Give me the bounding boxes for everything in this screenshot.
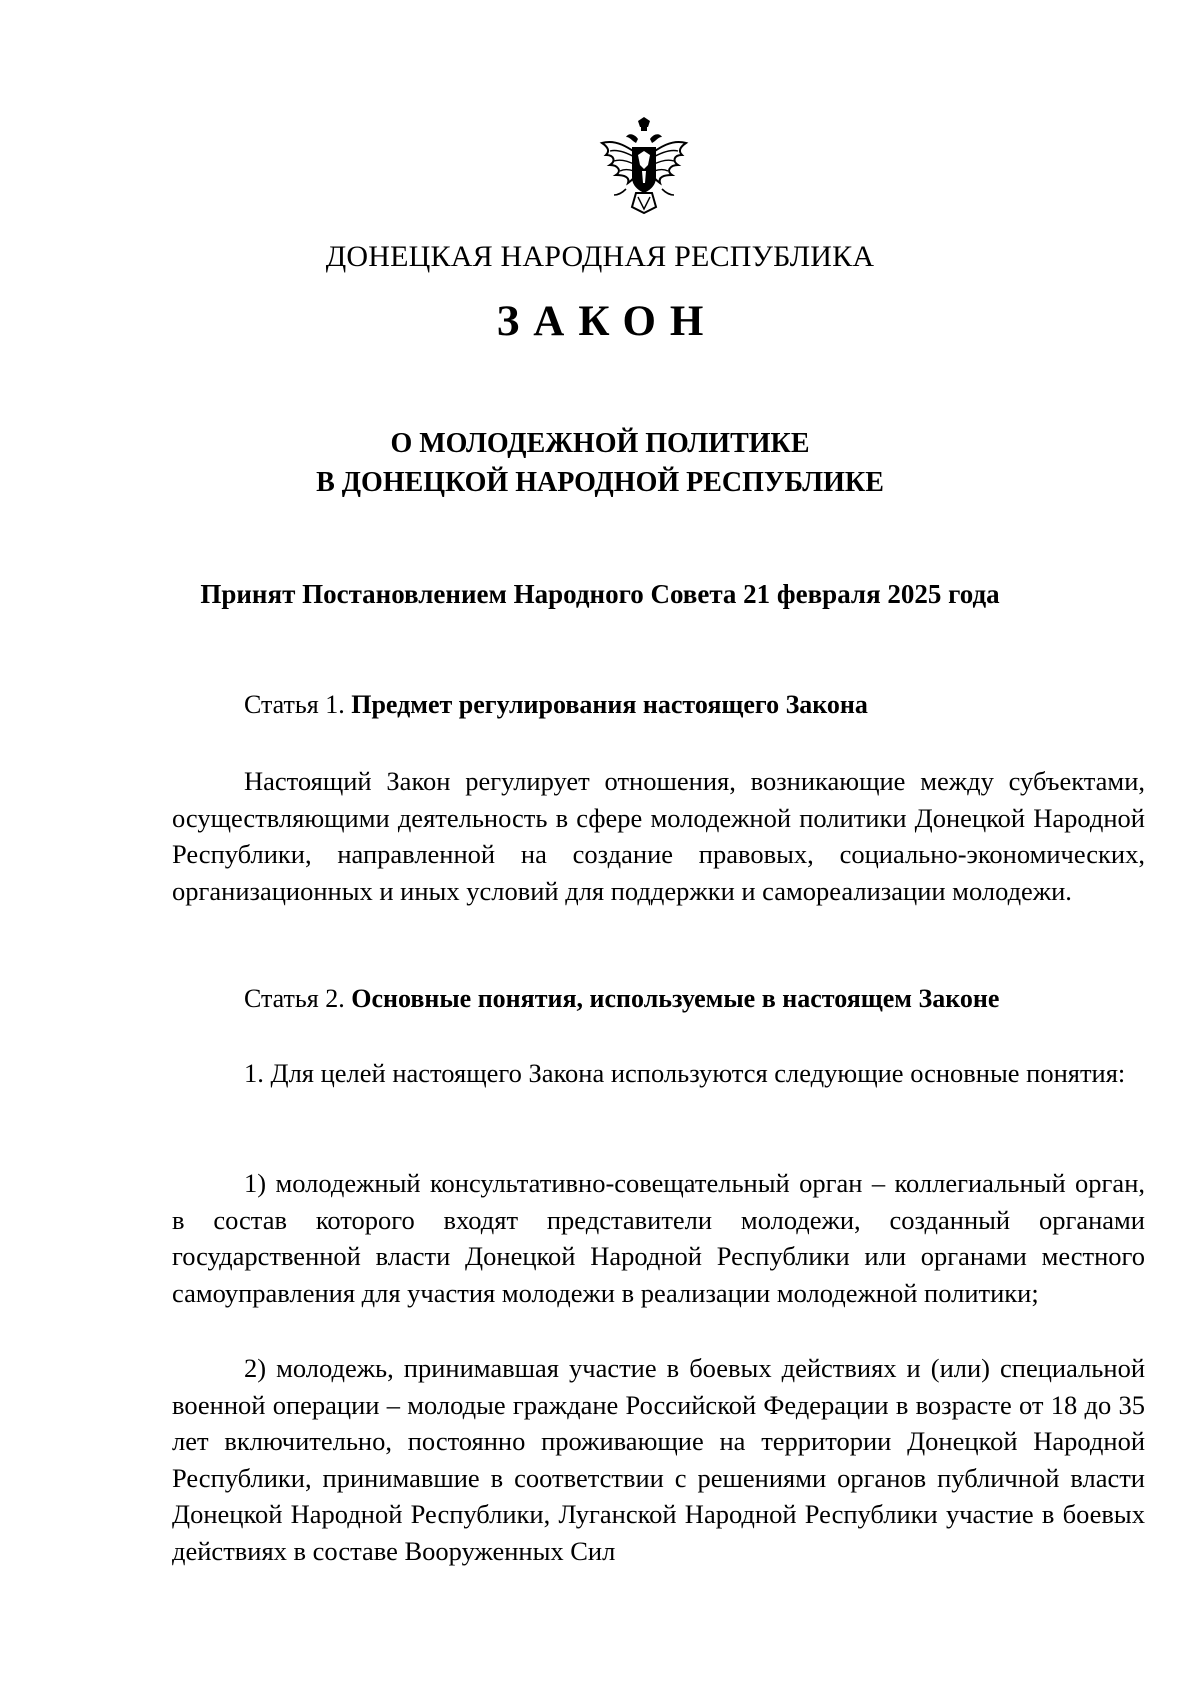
article-title: Основные понятия, используемые в настоящем Законе <box>351 984 1000 1013</box>
adoption-note: Принят Постановлением Народного Совета 21 февраля 2025 года <box>200 579 1000 609</box>
document-type: ЗАКОН <box>496 298 718 345</box>
article-2-paragraph-1: 1. Для целей настоящего Закона используются следующие основные понятия: <box>244 1058 1126 1088</box>
article-number: Статья 1. <box>244 690 345 719</box>
article-2-heading <box>244 984 1140 1014</box>
article-number: Статья 2. <box>244 984 345 1013</box>
article-1-paragraph: Настоящий Закон регулирует отношения, возникающие между субъектами, осуществляющими деятельность в сфере молодежной политики Донецкой Народной Республики, направленной на создание правовых, социально-экономических, организационных и иных условий для поддержки и самореализации молодежи. <box>172 766 1145 906</box>
article-2-definition-2: 2) молодежь, принимавшая участие в боевых действиях и (или) специальной военной операции – молодые граждане Российской Федерации в возрасте от 18 до 35 лет включительно, постоянно проживающие на территории Донецкой Народной Республики, принимавшие в соответствии с решениями органов публичной власти Донецкой Народной Республики, Луганской Народной Республики участие в боевых действиях в составе Вооруженных Сил <box>172 1353 1145 1566</box>
article-title: Предмет регулирования настоящего Закона <box>351 690 868 719</box>
law-title-line-1: О МОЛОДЕЖНОЙ ПОЛИТИКЕ <box>390 428 810 459</box>
article-2-definition-1: 1) молодежный консультативно-совещательный орган – коллегиальный орган, в состав которого входят представители молодежи, созданный органами государственной власти Донецкой Народной Республики или органами местного самоуправления для участия молодежи в реализации молодежной политики; <box>172 1168 1145 1308</box>
coat-of-arms-emblem <box>598 117 690 217</box>
article-1-heading <box>244 690 1140 720</box>
republic-name: ДОНЕЦКАЯ НАРОДНАЯ РЕСПУБЛИКА <box>325 240 875 273</box>
law-title-line-2: В ДОНЕЦКОЙ НАРОДНОЙ РЕСПУБЛИКЕ <box>316 467 884 498</box>
